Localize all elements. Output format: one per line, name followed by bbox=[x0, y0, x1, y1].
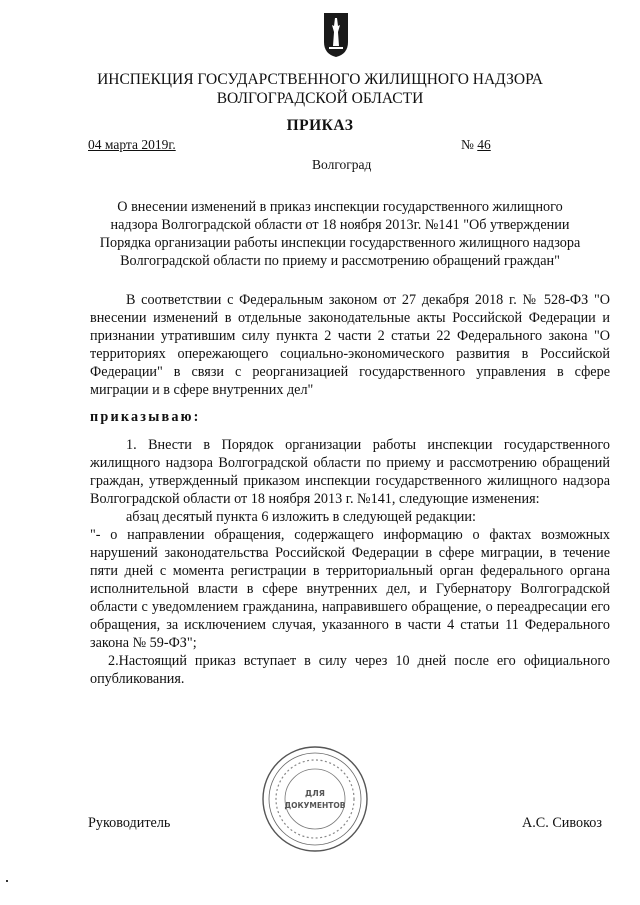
item-1-quote-paragraph: "- о направлении обращения, содержащего информацию о фактах возможных нарушений законодательства Российской Федерации в сфере миграции, в течение пяти дней с момента регистрации в территориальный орган федерального органа исполнительной власти в сфере внутренних дел, и Губернатору Волгоградской области с уведомлением гражданина, направившего обращение, о переадресации его обращения, за исключением случая, указанного в части 4 статьи 11 Федерального закона № 59-ФЗ"; bbox=[90, 527, 610, 651]
item-1-paragraph: 1. Внести в Порядок организации работы инспекции государственного жилищного надзора Волгоградской области по приему и рассмотрению обращений граждан, утвержденный приказом инспекции государственного жилищного надзора Волгоградской области от 18 ноября 2013 г. №141, следующие изменения: bbox=[90, 437, 610, 507]
volgograd-coat-of-arms-icon bbox=[323, 12, 349, 58]
seal-text-line2: ДОКУМЕНТОВ bbox=[284, 801, 346, 810]
document-number bbox=[461, 137, 491, 153]
scan-speck bbox=[6, 880, 8, 882]
item-1-sub-paragraph: абзац десятый пункта 6 изложить в следующей редакции: bbox=[126, 509, 476, 525]
document-city: Волгоград bbox=[312, 157, 372, 172]
preamble-paragraph: В соответствии с Федеральным законом от 27 декабря 2018 г. № 528-ФЗ "О внесении изменений в отдельные законодательные акты Российской Федерации и признании утратившим силу пункта 2 части 2 статьи 22 Федерального закона "О территориях опережающего социально-экономического развития в Российской Федерации" в связи с реорганизацией государственного управления в сфере миграции и в сфере внутренних дел" bbox=[90, 292, 610, 398]
number-value: 46 bbox=[477, 137, 491, 152]
agency-name bbox=[0, 70, 640, 108]
document-subject bbox=[80, 198, 600, 270]
signatory-name: А.С. Сивокоз bbox=[522, 815, 602, 831]
order-body bbox=[90, 436, 610, 688]
number-prefix: № bbox=[461, 137, 478, 152]
agency-name-line1: ИНСПЕКЦИЯ ГОСУДАРСТВЕННОГО ЖИЛИЩНОГО НАДЗОРА bbox=[97, 71, 543, 88]
subject-line: О внесении изменений в приказ инспекции государственного жилищного bbox=[117, 199, 563, 215]
document-type: ПРИКАЗ bbox=[286, 117, 354, 134]
item-2-paragraph: 2.Настоящий приказ вступает в силу через 10 дней после его официального опубликования. bbox=[90, 653, 610, 687]
decree-word: приказываю: bbox=[90, 409, 201, 425]
subject-line: надзора Волгоградской области от 18 ноября 2013г. №141 "Об утверждении bbox=[110, 217, 570, 233]
signatory-title: Руководитель bbox=[88, 815, 171, 831]
document-date: 04 марта 2019г. bbox=[88, 137, 176, 152]
official-seal-icon bbox=[260, 744, 370, 854]
seal-text-line1: ДЛЯ bbox=[305, 789, 325, 798]
agency-name-line2: ВОЛГОГРАДСКОЙ ОБЛАСТИ bbox=[216, 90, 424, 107]
subject-line: Волгоградской области по приему и рассмотрению обращений граждан" bbox=[120, 253, 560, 269]
subject-line: Порядка организации работы инспекции государственного жилищного надзора bbox=[99, 235, 581, 251]
